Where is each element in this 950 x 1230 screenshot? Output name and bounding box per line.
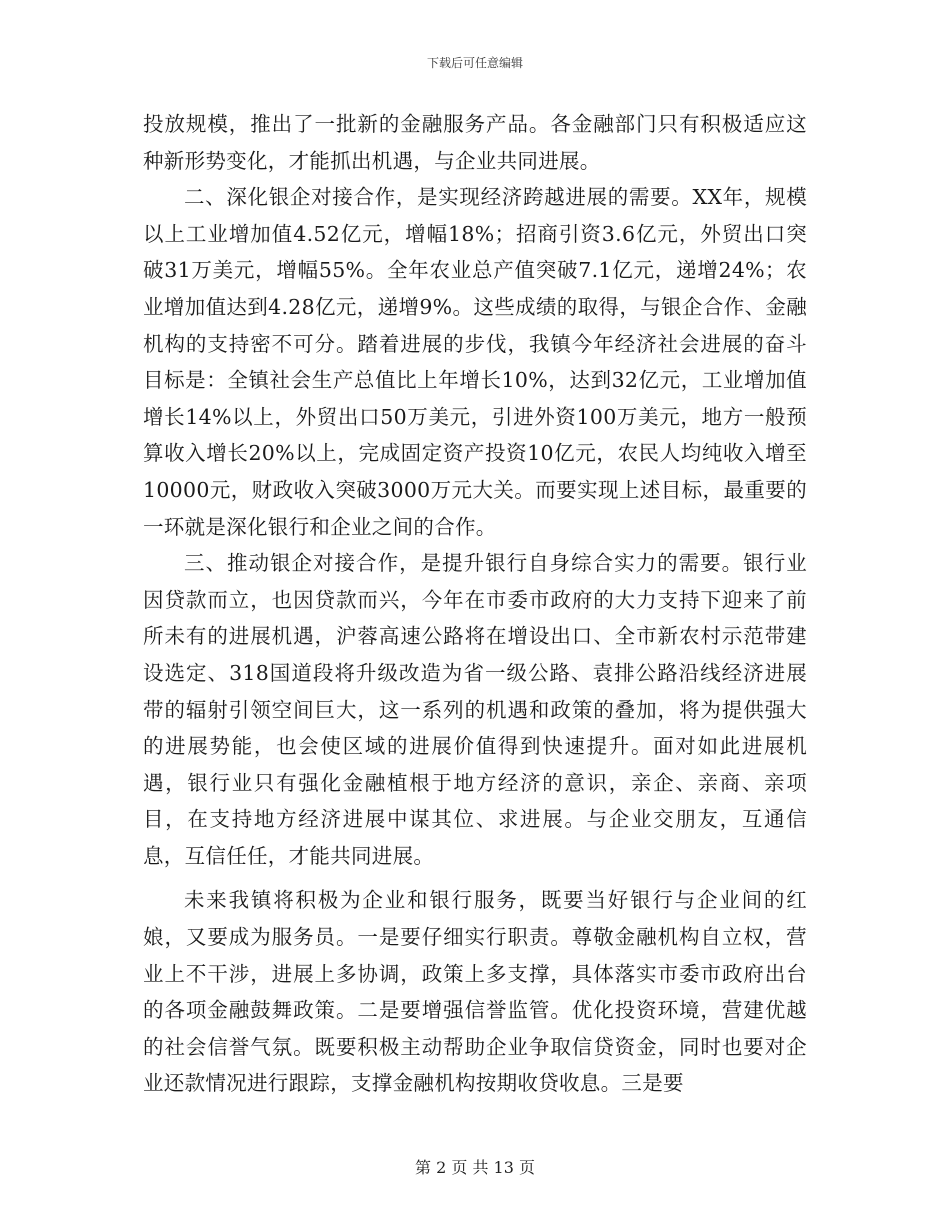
page-number-footer: 第 2 页 共 13 页 (415, 1158, 535, 1177)
document-body (143, 106, 807, 1102)
paragraph-future-plans: 未来我镇将积极为企业和银行服务，既要当好银行与企业间的红娘，又要成为服务员。一是要仔细实行职责。尊敬金融机构自立权，营业上不干涉，进展上多协调，政策上多支撑，具体落实市委市政府出台的各项金融鼓舞政策。二是要增强信誉监管。优化投资环境，营建优越的社会信誉气氛。既要积极主动帮助企业争取信贷资金，同时也要对企业还款情况进行跟踪，支撑金融机构按期收贷收息。三是要 (143, 888, 807, 1096)
paragraph-continuation: 投放规模，推出了一批新的金融服务产品。各金融部门只有积极适应这种新形势变化，才能抓出机遇，与企业共同进展。 (143, 112, 807, 173)
paragraph-section-three: 三、推动银企对接合作，是提升银行自身综合实力的需要。银行业因贷款而立，也因贷款而兴，今年在市委市政府的大力支持下迎来了前所未有的进展机遇，沪蓉高速公路将在增设出口、全市新农村示范带建设选定、318国道段将升级改造为省一级公路、袁排公路沿线经济进展带的辐射引领空间巨大，这一系列的机遇和政策的叠加，将为提供强大的进展势能，也会使区域的进展价值得到快速提升。面对如此进展机遇，银行业只有强化金融植根于地方经济的意识，亲企、亲商、亲项目，在支持地方经济进展中谋其位、求进展。与企业交朋友，互通信息，互信任任，才能共同进展。 (143, 551, 807, 868)
header-note: 下载后可任意编辑 (426, 56, 523, 70)
paragraph-section-two: 二、深化银企对接合作，是实现经济跨越进展的需要。XX年，规模以上工业增加值4.52亿元，增幅18%；招商引资3.6亿元，外贸出口突破31万美元，增幅55%。全年农业总产值突破7.1亿元，递增24%；农业增加值达到4.28亿元，递增9%。这些成绩的取得，与银企合作、金融机构的支持密不可分。踏着进展的步伐，我镇今年经济社会进展的奋斗目标是：全镇社会生产总值比上年增长10%，达到32亿元，工业增加值增长14%以上，外贸出口50万美元，引进外资100万美元，地方一般预算收入增长20%以上，完成固定资产投资10亿元，农民人均纯收入增至10000元，财政收入突破3000万元大关。而要实现上述目标，最重要的一环就是深化银行和企业之间的合作。 (143, 185, 807, 539)
